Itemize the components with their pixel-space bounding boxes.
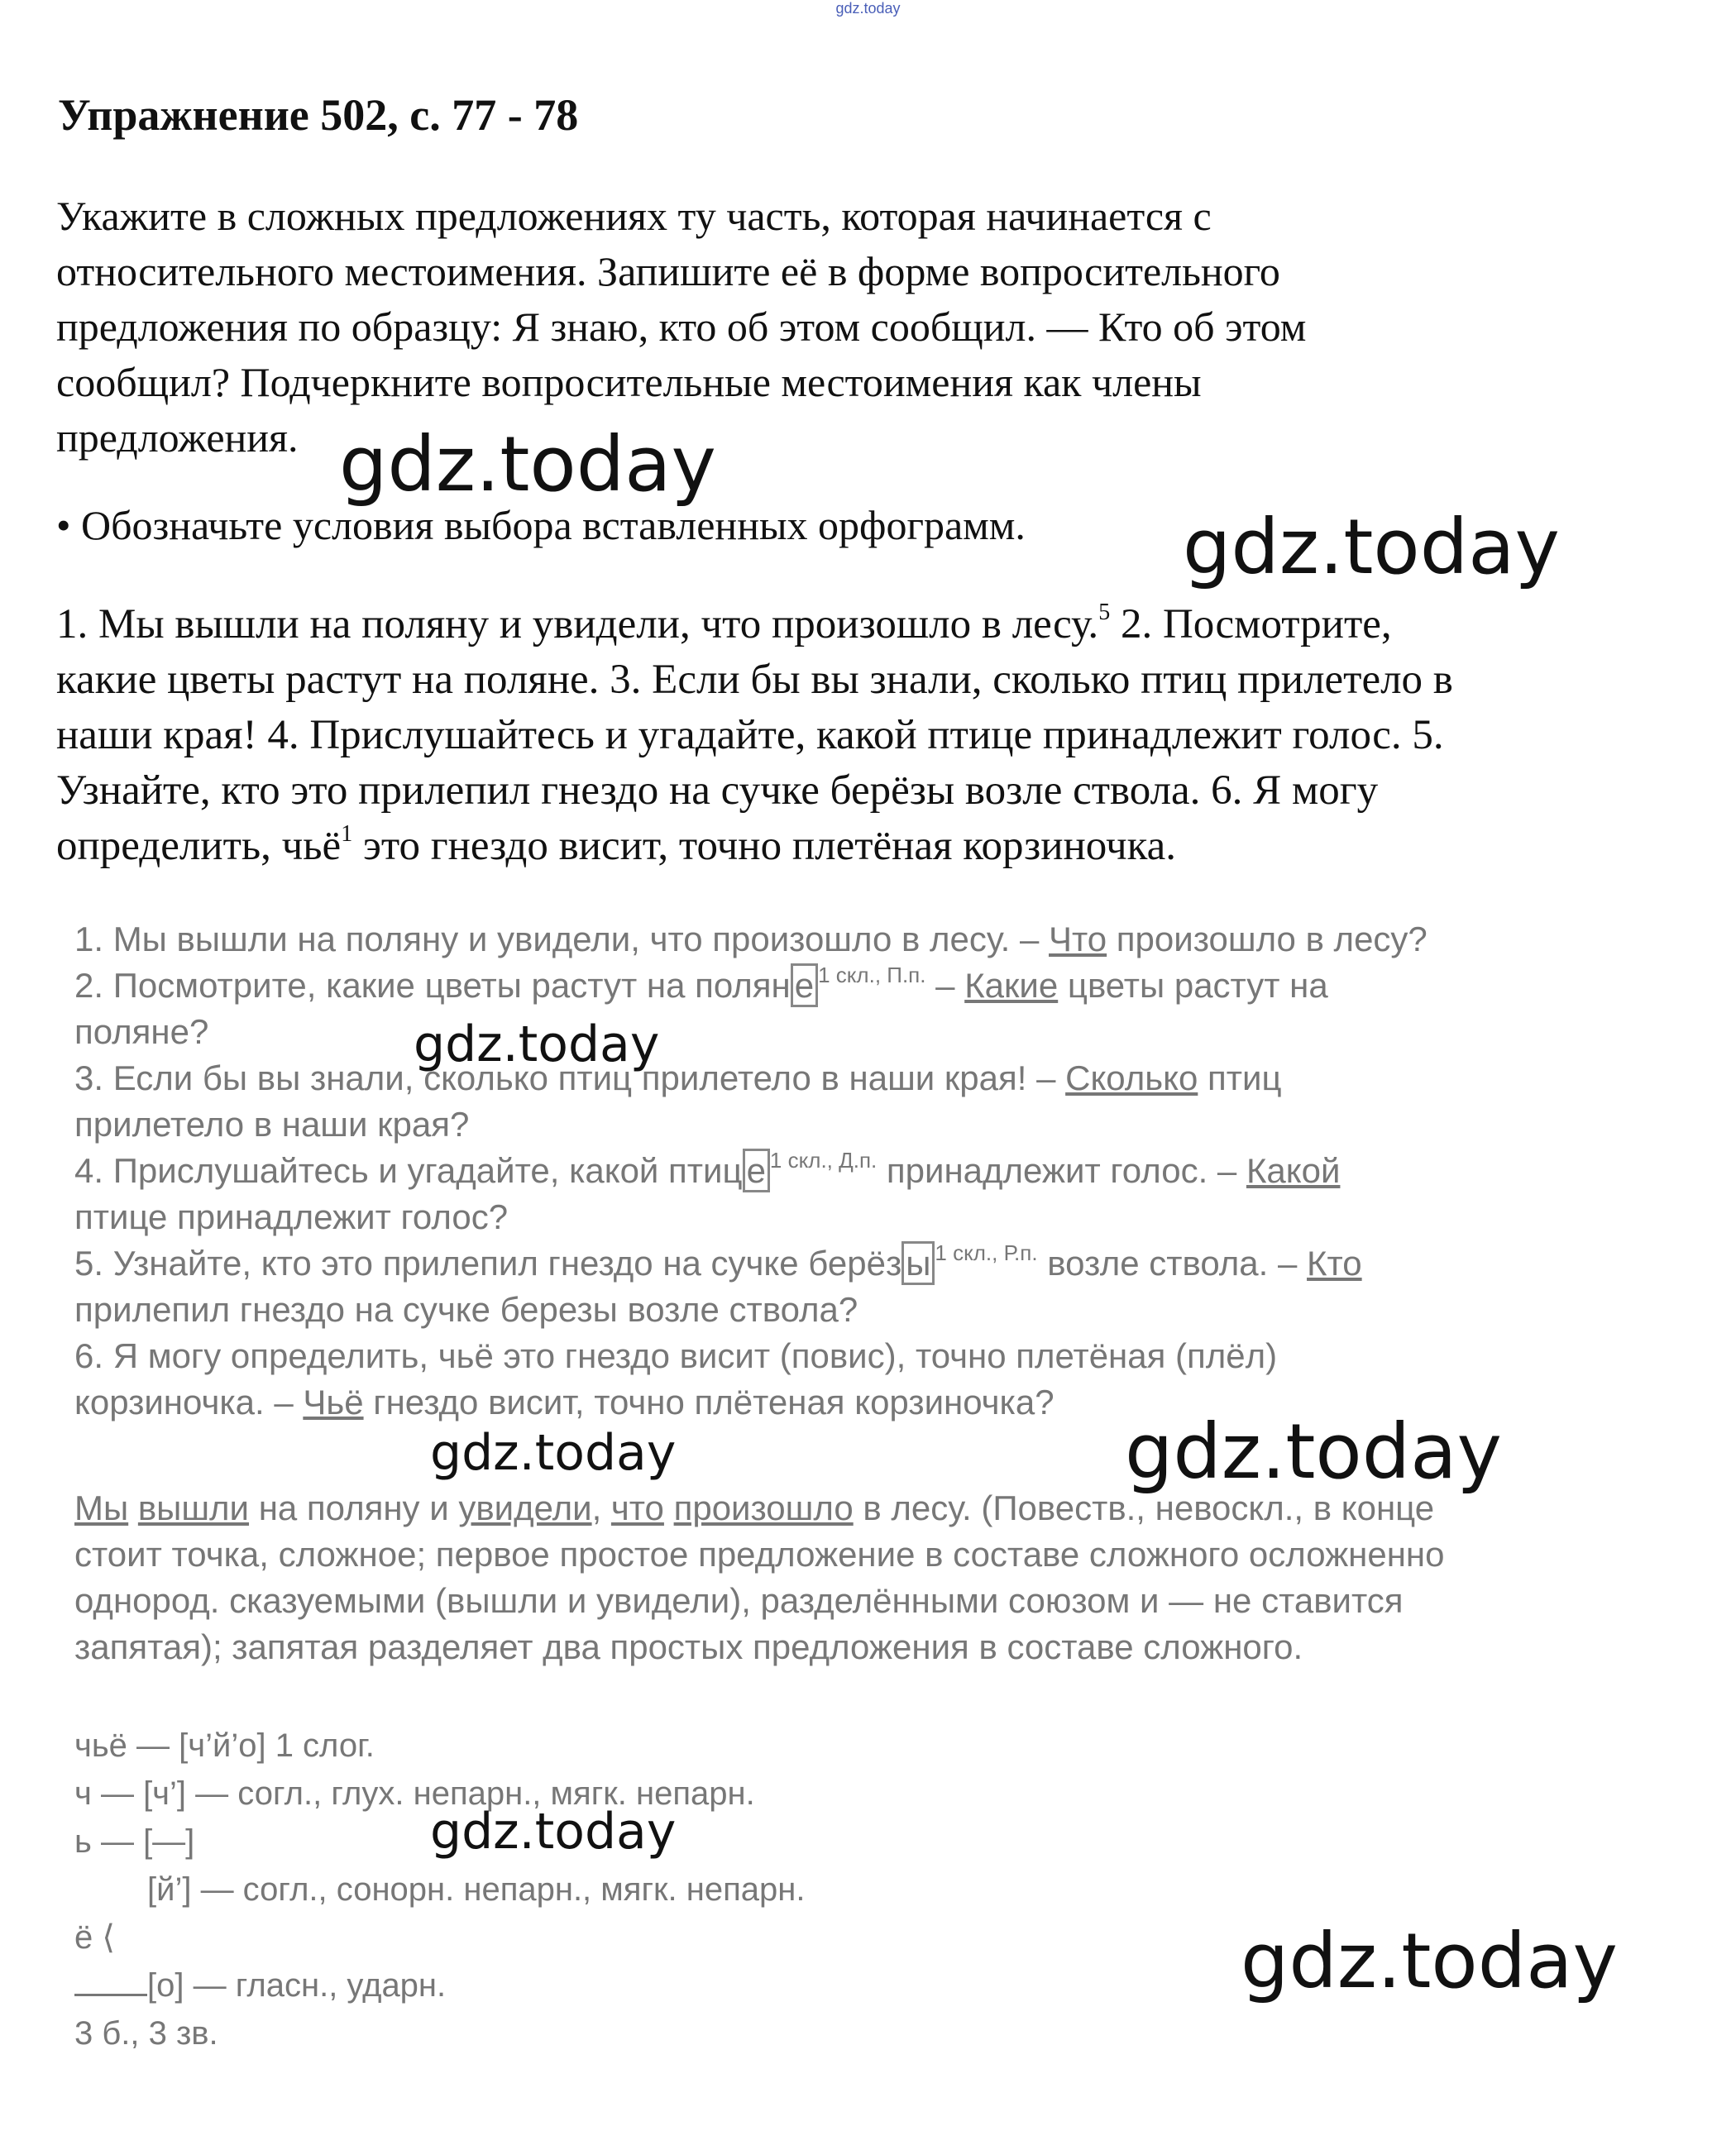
analysis-text: в лесу. (Повеств., невоскл., в конце: [853, 1488, 1435, 1527]
answer-text: произошло в лесу?: [1107, 920, 1428, 958]
analysis-line: стоит точка, сложное; первое простое предложение в составе сложного осложненно: [74, 1535, 1445, 1574]
footnote-mark: 1: [341, 821, 353, 847]
phonetic-line: [й’] — согл., сонорн. непарн., мягк. непарн.: [147, 1871, 806, 1908]
case-note: 1 скл., Р.п.: [935, 1240, 1038, 1265]
watermark: gdz.today: [414, 1015, 660, 1073]
sentence-2-start: 2. Посмотрите,: [1110, 601, 1392, 647]
syntax-analysis: [74, 1485, 1629, 1670]
analysis-line: [74, 1485, 1629, 1531]
ending-box: е: [743, 1149, 770, 1192]
watermark: gdz.today: [430, 1424, 677, 1482]
task-line: сообщил? Подчеркните вопросительные местоимения как члены: [56, 359, 1202, 405]
question-pronoun: Кто: [1307, 1244, 1362, 1283]
answer-line: [74, 1148, 1629, 1194]
answer-text: 5. Узнайте, кто это прилепил гнездо на сучке берёз: [74, 1244, 902, 1283]
question-pronoun: Какие: [964, 966, 1059, 1005]
question-pronoun: Сколько: [1065, 1058, 1198, 1097]
top-watermark: gdz.today: [835, 0, 901, 17]
predicate-word: вышли: [137, 1488, 250, 1527]
ending-box: ы: [901, 1241, 935, 1285]
answer-text: принадлежит голос. –: [877, 1151, 1246, 1190]
answer-line: прилепил гнездо на сучке березы возле ствола?: [74, 1290, 858, 1329]
case-note: 1 скл., Д.п.: [769, 1148, 878, 1173]
watermark: gdz.today: [339, 420, 716, 509]
task-text: [56, 189, 1677, 466]
watermark: gdz.today: [1183, 503, 1560, 591]
watermark: gdz.today: [1125, 1407, 1502, 1496]
predicate-word: увидели: [458, 1488, 592, 1527]
answer-line: прилетело в наши края?: [74, 1105, 470, 1144]
analysis-line: однород. сказуемыми (вышли и увидели), разделёнными союзом и — не ставится: [74, 1581, 1404, 1620]
answer-text: гнездо висит, точно плётеная корзиночка?: [363, 1383, 1055, 1421]
sentence-6-start: определить, чьё: [56, 823, 342, 869]
answer-text: корзиночка. –: [74, 1383, 304, 1421]
watermark: gdz.today: [1241, 1917, 1618, 2005]
task-line: Укажите в сложных предложениях ту часть, которая начинается с: [56, 193, 1212, 239]
answer-line: [74, 963, 1629, 1009]
phonetic-line: ч — [ч’] — согл., глух. непарн., мягк. непарн.: [74, 1775, 755, 1812]
case-note: 1 скл., П.п.: [818, 963, 926, 987]
phonetic-line: чьё — [ч’й’о] 1 слог.: [74, 1727, 375, 1764]
sentence-1: 1. Мы вышли на поляну и увидели, что произошло в лесу.: [56, 601, 1099, 647]
analysis-line: запятая); запятая разделяет два простых предложения в составе сложного.: [74, 1627, 1303, 1666]
sentence-line: какие цветы растут на поляне. 3. Если бы вы знали, сколько птиц прилетело в: [56, 657, 1453, 703]
task-line: предложения по образцу: Я знаю, кто об этом сообщил. — Кто об этом: [56, 303, 1307, 350]
answer-line: птице принадлежит голос?: [74, 1197, 509, 1236]
answer-line: [74, 916, 1629, 963]
phonetic-text: [о] — гласн., ударн.: [147, 1967, 447, 2004]
answer-line: 6. Я могу определить, чьё это гнездо висит (повис), точно плетёная (плёл): [74, 1336, 1278, 1375]
answer-text: птиц: [1198, 1058, 1282, 1097]
answer-text: 4. Прислушайтесь и угадайте, какой птиц: [74, 1151, 743, 1190]
sentence-6-end: это гнездо висит, точно плетёная корзиночка.: [352, 823, 1177, 869]
question-pronoun: Какой: [1246, 1151, 1341, 1190]
analysis-text: на поляну и: [249, 1488, 459, 1527]
subject-word: что: [610, 1488, 664, 1527]
page-title: Упражнение 502, с. 77 - 78: [58, 90, 579, 140]
phonetic-line: 3 б., 3 зв.: [74, 2015, 218, 2052]
phonetic-line: ё ⟨: [74, 1919, 115, 1956]
question-pronoun: Чьё: [303, 1383, 364, 1421]
sentence-line: Узнайте, кто это прилепил гнездо на сучке берёзы возле ствола. 6. Я могу: [56, 767, 1379, 814]
predicate-word: произошло: [673, 1488, 854, 1527]
phonetic-analysis: [74, 1722, 1150, 2057]
answer-text: возле ствола. –: [1037, 1244, 1308, 1283]
answer-line: поляне?: [74, 1012, 209, 1051]
watermark: gdz.today: [430, 1803, 677, 1861]
exercise-sentences: [56, 597, 1686, 874]
ending-box: е: [791, 963, 818, 1007]
answer-block: [74, 916, 1629, 1426]
answer-text: 3. Если бы вы знали, сколько птиц прилетело в наши края! –: [74, 1058, 1066, 1097]
answer-line: [74, 1055, 1629, 1101]
subject-word: Мы: [74, 1488, 129, 1527]
sentence-line: [56, 597, 1686, 652]
analysis-text: ,: [591, 1488, 611, 1527]
sentence-line: наши края! 4. Прислушайтесь и угадайте, какой птице принадлежит голос. 5.: [56, 712, 1444, 758]
blank-line: [74, 1966, 147, 1996]
answer-text: 1. Мы вышли на поляну и увидели, что произошло в лесу. –: [74, 920, 1050, 958]
answer-text: цветы растут на: [1058, 966, 1328, 1005]
phonetic-line: [74, 1961, 1150, 2009]
analysis-text: [664, 1488, 674, 1527]
phonetic-line: ь — [—]: [74, 1823, 195, 1860]
footnote-mark: 5: [1098, 600, 1111, 625]
question-pronoun: Что: [1049, 920, 1107, 958]
bullet-instruction: • Обозначьте условия выбора вставленных орфограмм.: [56, 502, 1026, 548]
answer-text: –: [925, 966, 965, 1005]
answer-text: 2. Посмотрите, какие цветы растут на полян: [74, 966, 791, 1005]
sentence-line: [56, 819, 1686, 874]
task-line: относительного местоимения. Запишите её в форме вопросительного: [56, 248, 1280, 294]
task-line: предложения.: [56, 414, 299, 461]
answer-line: [74, 1240, 1629, 1287]
